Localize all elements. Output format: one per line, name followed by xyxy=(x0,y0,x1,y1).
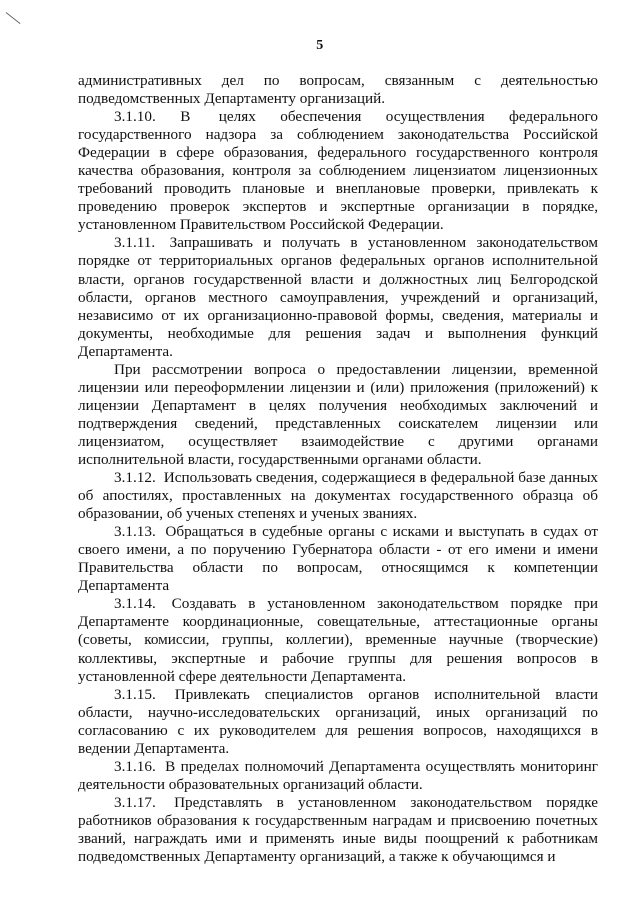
paragraph-3-1-11 xyxy=(78,234,598,360)
page-number: 5 xyxy=(316,38,324,53)
paragraph-3-1-12 xyxy=(78,469,598,523)
paragraph-3-1-16 xyxy=(78,758,598,794)
paragraph-text: Создавать в установленном законодательством порядке при Департаменте координационные, совещательные, аттестационные органы (советы, комиссии, группы, коллегии), временные научные (творческие) коллективы, экспертные и рабочие группы для решения вопросов в установленной сфере деятельности Департамента. xyxy=(78,595,599,685)
paragraph-3-1-15 xyxy=(78,686,598,758)
paragraph-text: Представлять в установленном законодательством порядке работников образования к государственным наградам и присвоению почетных званий, награждать ими и применять иные виды поощрений к работникам подведомственных Департаменту организаций, а также к обучающимся и xyxy=(78,793,599,866)
clause-number: 3.1.16. xyxy=(114,757,156,775)
scan-mark xyxy=(6,12,21,24)
paragraph-text: При рассмотрении вопроса о предоставлении лицензии, временной лицензии или переоформлении лицензии и (или) приложения (приложений) к лицензии Департамент в целях получения необходимых заключений и подтверждения сведений, представленных соискателем лицензии или лицензиатом, осуществляет взаимодействие с другими органами исполнительной власти, государственными органами области. xyxy=(78,360,598,468)
paragraph-3-1-17 xyxy=(78,794,598,866)
paragraph-3-1-10 xyxy=(78,108,598,234)
paragraph-text: Обращаться в судебные органы с исками и выступать в судах от своего имени, а по поручению Губернатора области - от его имени и имени Правительства области по вопросам, относящимся к компетенции Департамента xyxy=(78,523,598,595)
clause-number: 3.1.17. xyxy=(114,793,156,811)
paragraph-continuation xyxy=(78,72,598,108)
paragraph-text: В пределах полномочий Департамента осуществлять мониторинг деятельности образовательных организаций области. xyxy=(78,757,599,793)
clause-number: 3.1.12. xyxy=(114,469,156,487)
paragraph-text: целях обеспечения осуществления федерального государственного надзора за соблюдением законодательства Российской Федерации в сфере образования, федерального государственного контроля качества образования, контроля за соблюдением лицензиатом лицензионных требований проводить плановые и внеплановые проверки, привлекать к проведению проверок экспертов и экспертные организации в порядке, установленном Правительством Российской Федерации. xyxy=(78,108,598,234)
paragraph-3-1-13 xyxy=(78,523,598,595)
paragraph-licensing xyxy=(78,361,598,469)
clause-number: 3.1.13. xyxy=(114,523,156,541)
paragraph-text: административных дел по вопросам, связанным с деятельностью подведомственных Департаменту организаций. xyxy=(78,72,598,108)
clause-number: 3.1.10. В xyxy=(114,108,191,126)
paragraph-text: Привлекать специалистов органов исполнительной власти области, научно-исследовательских организаций, иных организаций по согласованию с их руководителем для решения вопросов, находящихся в ведении Департамента. xyxy=(78,685,598,757)
clause-number: 3.1.11. xyxy=(114,234,156,252)
document-body xyxy=(78,72,598,866)
paragraph-text: Использовать сведения, содержащиеся в федеральной базе данных об апостилях, проставленных на документах государственного образца об образовании, об ученых степенях и ученых званиях. xyxy=(78,469,599,523)
paragraph-3-1-14 xyxy=(78,595,598,685)
paragraph-text: Запрашивать и получать в установленном законодательством порядке от территориальных органов федеральных органов исполнительной власти, органов государственной власти и должностных лиц Белгородской области, органов местного самоуправления, учреждений и организаций, независимо от их организационно-правовой формы, сведения, материалы и документы, необходимые для решения задач и выполнения функций Департамента. xyxy=(78,234,599,360)
clause-number: 3.1.15. xyxy=(114,685,156,703)
clause-number: 3.1.14. xyxy=(114,595,156,613)
